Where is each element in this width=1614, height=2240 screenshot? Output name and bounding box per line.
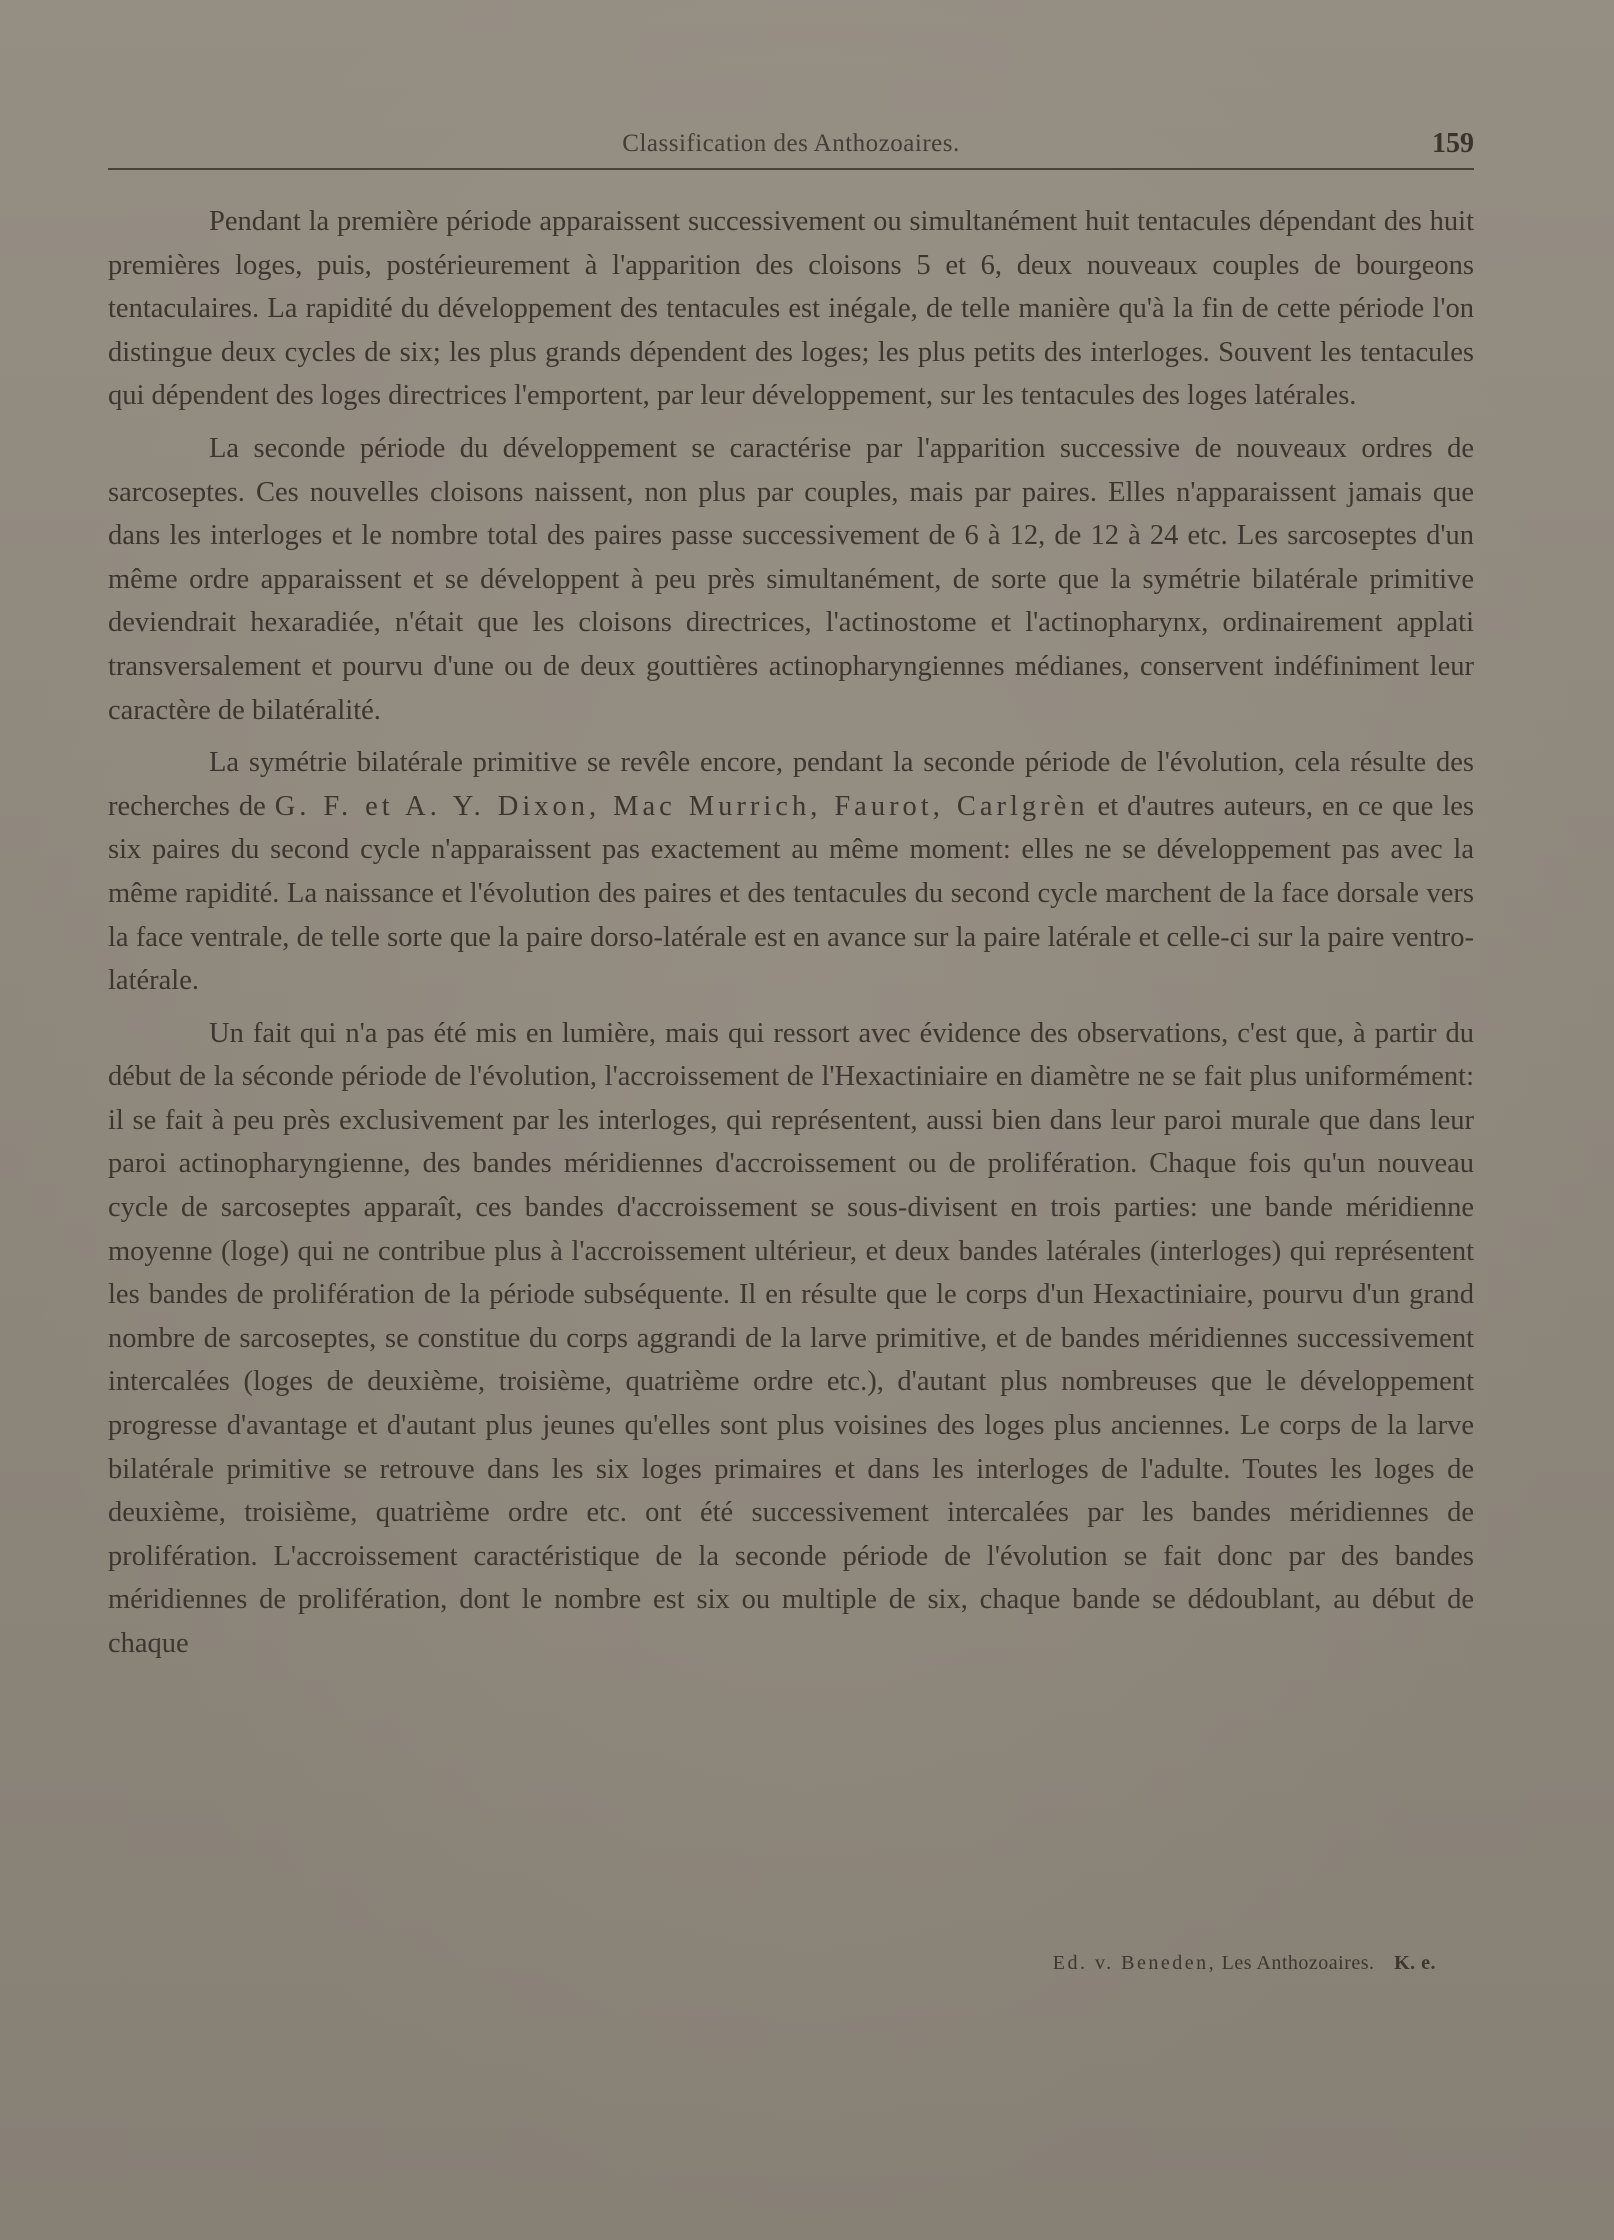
cited-authors: G. F. et A. Y. Dixon, Mac Murrich, Faurot, Carlgrèn [274, 790, 1089, 822]
signature-line [1053, 1952, 1436, 1975]
sheet-mark: K. e. [1394, 1952, 1436, 1974]
footer-work: Les Anthozoaires. [1221, 1952, 1375, 1974]
paragraph-3-text-before: La symétrie bilatérale primitive se revêle encore, pendant la seconde période de l'évolution, cela résulte des recherches de [108, 747, 1474, 822]
page-number: 159 [1432, 128, 1474, 159]
paragraph-2: La seconde période du développement se caractérise par l'apparition successive de nouveaux ordres de sarcoseptes. Ces nouvelles cloisons naissent, non plus par couples, mais par paires. Elles n'apparaissent jamais que dans les interloges et le nombre total des paires passe successivement de 6 à 12, de 12 à 24 etc. Les sarcoseptes d'un même ordre apparaissent et se développent à peu près simultanément, de sorte que la symétrie bilatérale primitive deviendrait hexaradiée, n'était que les cloisons directrices, l'actinostome et l'actinopharynx, ordinairement applati transversalement et pourvu d'une ou de deux gouttières actinopharyngiennes médianes, conservent indéfiniment leur caractère de bilatéralité. [108, 432, 1474, 726]
footer-author: Ed. v. Beneden, [1052, 1952, 1217, 1974]
paragraph-3 [108, 741, 1474, 1003]
paragraph-3-text-after: et d'autres auteurs, en ce que les six paires du second cycle n'apparaissent pas exactement au même moment: elles ne se développement pas avec la même rapidité. La naissance et l'évolution des paires et des tentacules du second cycle marchent de la face dorsale vers la face ventrale, de telle sorte que la paire dorso-latérale est en avance sur la paire latérale et celle-ci sur la paire ventro-latérale. [108, 790, 1474, 997]
paragraph-1: Pendant la première période apparaissent successivement ou simultanément huit tentacules dépendant des huit premières loges, puis, postérieurement à l'apparition des cloisons 5 et 6, deux nouveaux couples de bourgeons tentaculaires. La rapidité du développement des tentacules est inégale, de telle manière qu'à la fin de cette période l'on distingue deux cycles de six; les plus grands dépendent des loges; les plus petits des interloges. Souvent les tentacules qui dépendent des loges directrices l'emportent, par leur développement, sur les tentacules des loges latérales. [108, 206, 1474, 412]
running-title: Classification des Anthozoaires. [622, 130, 960, 157]
page-header [108, 128, 1474, 170]
body-text [108, 200, 1474, 1675]
paragraph-4: Un fait qui n'a pas été mis en lumière, mais qui ressort avec évidence des observations, c'est que, à partir du début de la séconde période de l'évolution, l'accroissement de l'Hexactiniaire en diamètre ne se fait plus uniformément: il se fait à peu près exclusivement par les interloges, qui représentent, aussi bien dans leur paroi murale que dans leur paroi actinopharyngienne, des bandes méridiennes d'accroissement ou de prolifération. Chaque fois qu'un nouveau cycle de sarcoseptes apparaît, ces bandes d'accroissement se sous-divisent en trois parties: une bande méridienne moyenne (loge) qui ne contribue plus à l'accroissement ultérieur, et deux bandes latérales (interloges) qui représentent les bandes de prolifération de la période subséquente. Il en résulte que le corps d'un Hexactiniaire, pourvu d'un grand nombre de sarcoseptes, se constitue du corps aggrandi de la larve primitive, et de bandes méridiennes successivement intercalées (loges de deuxième, troisième, quatrième ordre etc.), d'autant plus nombreuses que le développement progresse d'avantage et d'autant plus jeunes qu'elles sont plus voisines des loges plus anciennes. Le corps de la larve bilatérale primitive se retrouve dans les six loges primaires et dans les interloges de l'adulte. Toutes les loges de deuxième, troisième, quatrième ordre etc. ont été successivement intercalées par les bandes méridiennes de prolifération. L'accroissement caractéristique de la seconde période de l'évolution se fait donc par des bandes méridiennes de prolifération, dont le nombre est six ou multiple de six, chaque bande se dédoublant, au début de chaque [108, 1017, 1474, 1659]
